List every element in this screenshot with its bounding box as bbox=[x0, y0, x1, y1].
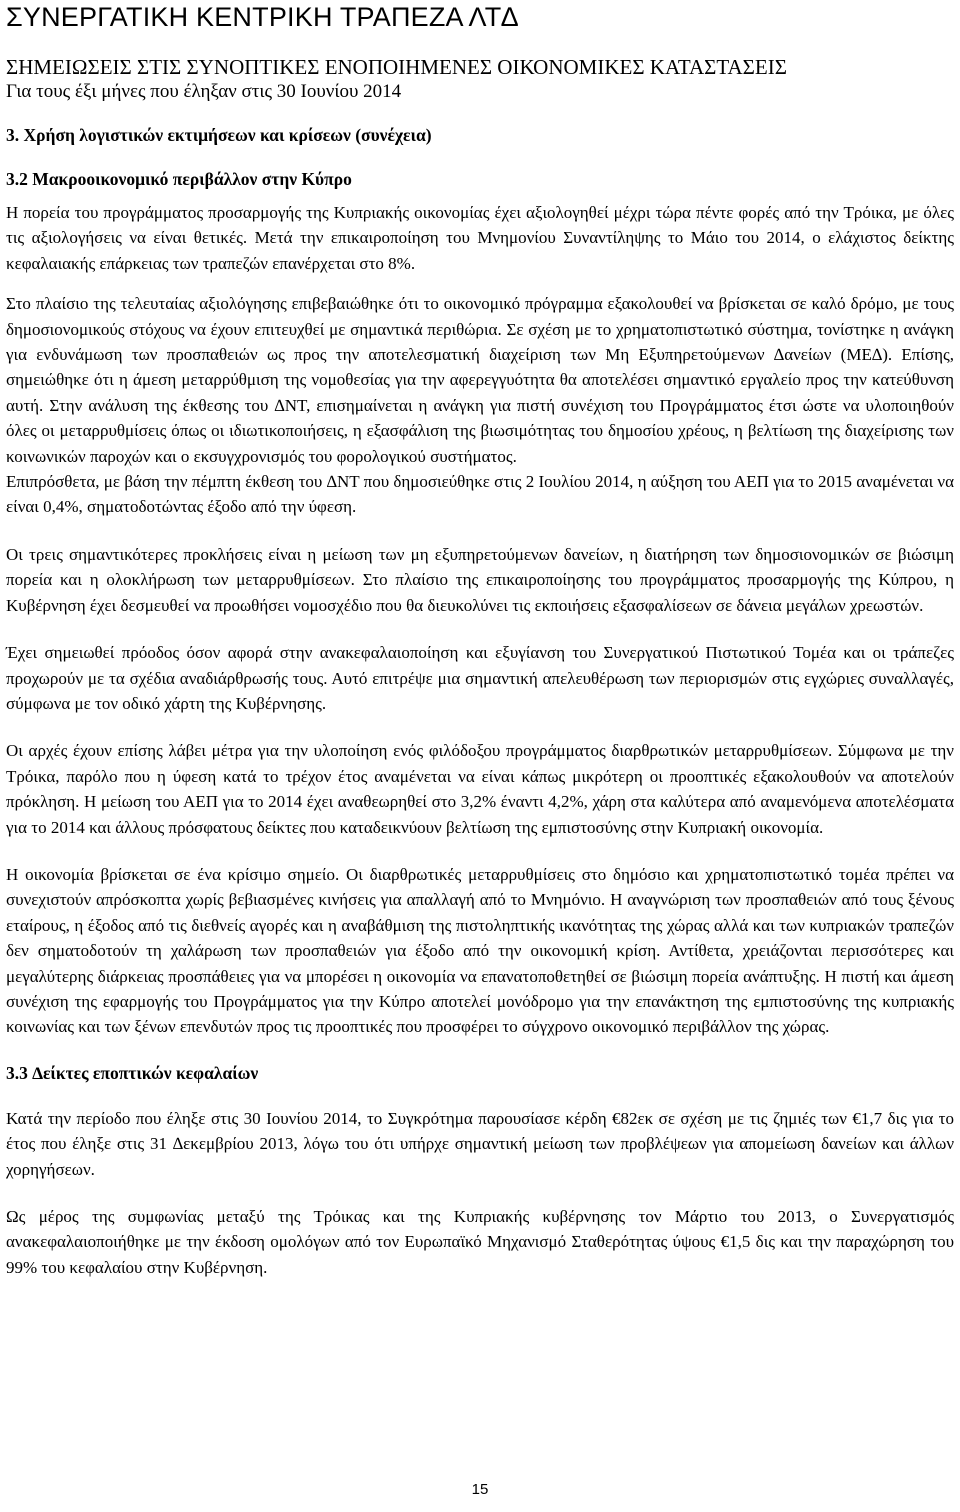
section-3-2-title: 3.2 Μακροοικονομικό περιβάλλον στην Κύπρο bbox=[6, 169, 352, 189]
bank-title: ΣΥΝΕΡΓΑΤΙΚΗ ΚΕΝΤΡΙΚΗ ΤΡΑΠΕΖΑ ΛΤ∆ bbox=[6, 2, 519, 32]
paragraph-recapitalisation-progress: Έχει σημειωθεί πρόοδος όσον αφορά στην ανακεφαλαιοποίηση και εξυγίανση του Συνεργατικού Πιστωτικού Τομέα και οι τράπεζες προχωρούν με τα σχέδια αναδιάρθρωσής τους. Αυτό επιτρέψε μια σημαντική απελευθέρωση των περιορισμών στις εγχώριες συναλλαγές, σύμφωνα με τον οδικό χάρτη της Κυβέρνησης. bbox=[6, 643, 954, 713]
paragraph-troika-reviews: Η πορεία του προγράμματος προσαρμογής της Κυπριακής οικονομίας έχει αξιολογηθεί μέχρι τώρα πέντε φορές από την Τρόικα, με όλες τις αξιολογήσεις να είναι θετικές. Μετά την επικαιροποίηση του Μνημονίου Συναντίληψης το Μάιο του 2014, ο ελάχιστος δείκτης κεφαλαιακής επάρκειας των τραπεζών επανέρχεται στο 8%. bbox=[6, 203, 954, 273]
paragraph-imf-growth: Επιπρόσθετα, με βάση την πέμπτη έκθεση του ∆ΝΤ που δημοσιεύθηκε στις 2 Ιουλίου 2014, η αύξηση του ΑΕΠ για το 2015 αναμένεται να είναι 0,4%, σηματοδοτώντας έξοδο από την ύφεση. bbox=[6, 472, 954, 517]
section-3-3-title: 3.3 ∆είκτες εποπτικών κεφαλαίων bbox=[6, 1062, 259, 1083]
paragraph-structural-reforms: Οι αρχές έχουν επίσης λάβει μέτρα για την υλοποίηση ενός φιλόδοξου προγράμματος διαρθρωτικών μεταρρυθμίσεων. Σύμφωνα με την Τρόικα, παρόλο που η ύφεση κατά το τρέχον έτος αναμένεται να είναι κάπως μικρότερη οι προοπτικές εξακολουθούν να αποτελούν πρόκληση. Η μείωση του ΑΕΠ για το 2014 έχει αναθεωρηθεί στο 3,2% έναντι 4,2%, χάρη στα καλύτερα από αναμενόμενα αποτελέσματα για το 2014 και άλλους πρόσφατους δείκτες που καταδεικνύουν βελτίωση της εμπιστοσύνης στην Κυπριακή οικονομία. bbox=[6, 741, 954, 837]
paragraph-latest-review: Στο πλαίσιο της τελευταίας αξιολόγησης επιβεβαιώθηκε ότι το οικονομικό πρόγραμμα εξακολουθεί να βρίσκεται σε καλό δρόμο, με τους δημοσιονομικούς στόχους να έχουν επιτευχθεί με σημαντικά περιθώρια. Σε σχέση με το χρηματοπιστωτικό σύστημα, τονίστηκε η ανάγκη για ενδυνάμωση των προσπαθειών ως προς την αποτελεσματική διαχείριση των Μη Εξυπηρετούμενων ∆ανείων (ΜΕ∆). Επίσης, σημειώθηκε ότι η άμεση μεταρρύθμιση της νομοθεσίας για την αφερεγγυότητα θα αποτελέσει σημαντικό εργαλείο προς την κατεύθυνση αυτή. Στην ανάλυση της έκθεσης του ∆ΝΤ, επισημαίνεται η ανάγκη για πιστή συνέχιση του Προγράμματος έτσι ώστε να υλοποιηθούν όλες οι μεταρρυθμίσεις όπως οι ιδιωτικοποιήσεις, η εξασφάλιση της βιωσιμότητας του δημοσίου χρέους, η βελτίωση της διαχείρισης των κοινωνικών παροχών και ο εκσυγχρονισμός του φορολογικού συστήματος. bbox=[6, 294, 954, 466]
paragraph-group-profits: Κατά την περίοδο που έληξε στις 30 Ιουνίου 2014, το Συγκρότημα παρουσίασε κέρδη €82εκ σε σχέση με τις ζημιές των €1,7 δις για το έτος που έληξε στις 31 ∆εκεμβρίου 2013, λόγω του ότι υπήρχε σημαντική μείωση των προβλέψεων για απομείωση δανείων και άλλων χορηγήσεων. bbox=[6, 1108, 954, 1179]
document-subheading: Για τους έξι μήνες που έληξαν στις 30 Ιουνίου 2014 bbox=[6, 81, 402, 102]
paragraph-esm-recapitalisation: Ως μέρος της συμφωνίας μεταξύ της Τρόικας και της Κυπριακής κυβέρνησης τον Μάρτιο του 2013, ο Συνεργατισμός ανακεφαλαιοποιήθηκε με την έκδοση ομολόγων από τον Ευρωπαϊκό Μηχανισμό Σταθερότητας ύψους €1,5 δις και την παραχώρηση του 99% του κεφαλαίου στην Κυβέρνηση. bbox=[6, 1207, 954, 1277]
section-3-title: 3. Χρήση λογιστικών εκτιμήσεων και κρίσεων (συνέχεια) bbox=[6, 125, 432, 145]
paragraph-key-challenges: Οι τρεις σημαντικότερες προκλήσεις είναι η μείωση των μη εξυπηρετούμενων δανείων, η διατήρηση των δημοσιονομικών σε βιώσιμη πορεία και η ολοκλήρωση των μεταρρυθμίσεων. Στο πλαίσιο της επικαιροποίησης του προγράμματος προσαρμογής της Κύπρου, η Κυβέρνηση έχει δεσμευθεί να προωθήσει νομοσχέδιο που θα διευκολύνει τις εκποιήσεις εξασφαλίσεων σε δάνεια μεγάλων χρεωστών. bbox=[6, 544, 954, 615]
page-number: 15 bbox=[471, 1481, 489, 1498]
document-heading: ΣΗΜΕΙΩΣΕΙΣ ΣΤΙΣ ΣΥΝΟΠΤΙΚΕΣ ΕΝΟΠΟΙΗΜΕΝΕΣ ΟΙΚΟΝΟΜΙΚΕΣ ΚΑΤΑΣΤΑΣΕΙΣ bbox=[6, 55, 787, 79]
paragraph-critical-point: Η οικονομία βρίσκεται σε ένα κρίσιμο σημείο. Οι διαρθρωτικές μεταρρυθμίσεις στο δημόσιο και χρηματοπιστωτικό τομέα πρέπει να συνεχιστούν απρόσκοπτα χωρίς βεβιασμένες κινήσεις για απαλλαγή από το Μνημόνιο. Η αναγνώριση των προσπαθειών από τους ξένους εταίρους, η έξοδος από τις διεθνείς αγορές και η αναβάθμιση της πιστοληπτικής ικανότητας της χώρας αλλά και των κυπριακών τραπεζών δεν σηματοδοτούν τη χαλάρωση των προσπαθειών για έξοδο από την οικονομική κρίση. Αντίθετα, χρειάζονται περισσότερες και μεγαλύτερης διάρκειας προσπάθειες για να μπορέσει η οικονομία να επανατοποθετηθεί σε βιώσιμη πορεία ανάπτυξης. Η πιστή και άμεση συνέχιση της εφαρμογής του Προγράμματος για την Κύπρο αποτελεί μονόδρομο για την επανάκτηση της εμπιστοσύνης της κυπριακής κοινωνίας και των ξένων επενδυτών προς τις προοπτικές που προσφέρει το σύγχρονο οικονομικό περιβάλλον της χώρας. bbox=[6, 864, 954, 1037]
